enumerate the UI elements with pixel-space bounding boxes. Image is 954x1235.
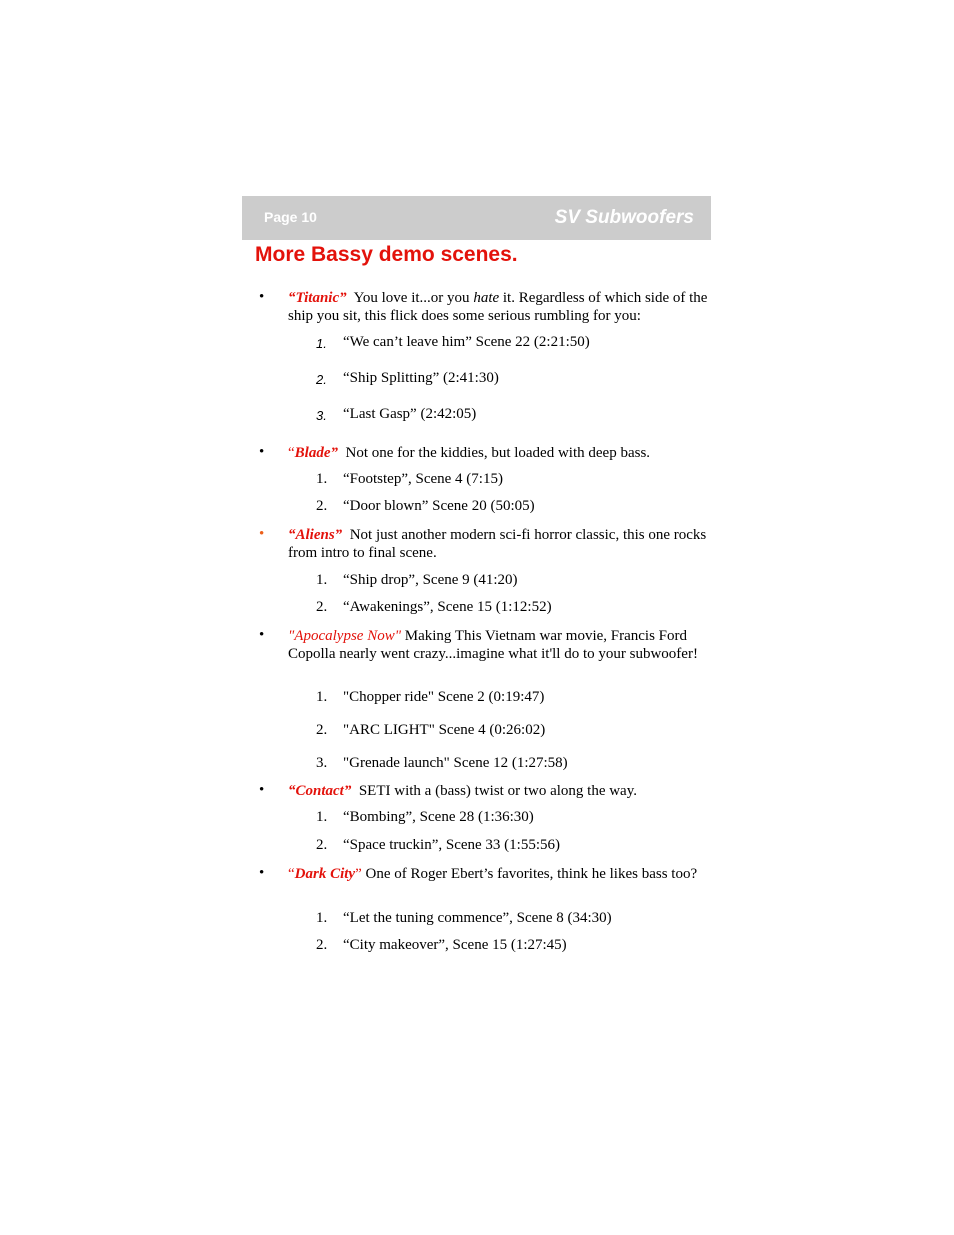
bullet: • bbox=[259, 782, 265, 798]
scene-item: “Footstep”, Scene 4 (7:15) bbox=[343, 471, 503, 487]
scene-number: 1. bbox=[316, 910, 328, 926]
scene-item: “Door blown” Scene 20 (50:05) bbox=[343, 498, 535, 514]
title-quote: ” bbox=[355, 866, 362, 882]
scene-number: 3. bbox=[316, 755, 328, 771]
movie-entry-blade bbox=[288, 444, 708, 462]
scene-item: "ARC LIGHT" Scene 4 (0:26:02) bbox=[343, 722, 546, 738]
scene-item: “Ship drop”, Scene 9 (41:20) bbox=[343, 572, 518, 588]
movie-desc: SETI with a (bass) twist or two along the way. bbox=[358, 783, 637, 799]
movie-title: “Aliens” bbox=[288, 527, 343, 543]
scene-number: 1. bbox=[316, 809, 328, 825]
scene-item: “Bombing”, Scene 28 (1:36:30) bbox=[343, 809, 534, 825]
movie-desc: You love it...or you bbox=[353, 290, 474, 306]
scene-item: “Awakenings”, Scene 15 (1:12:52) bbox=[343, 599, 552, 615]
scene-item: "Grenade launch" Scene 12 (1:27:58) bbox=[343, 755, 568, 771]
scene-number: 2. bbox=[316, 837, 328, 853]
movie-entry-contact bbox=[288, 782, 708, 800]
scene-number: 1. bbox=[316, 689, 328, 705]
scene-number: 2. bbox=[316, 372, 327, 387]
movie-desc: One of Roger Ebert’s favorites, think he likes bass too? bbox=[365, 866, 698, 882]
movie-desc: it. Regardless of which side of the ship you sit, this flick does some serious rumbling for you: bbox=[288, 290, 708, 324]
section-heading: More Bassy demo scenes. bbox=[255, 243, 518, 266]
bullet: • bbox=[259, 444, 265, 460]
scene-item: “We can’t leave him” Scene 22 (2:21:50) bbox=[343, 334, 590, 350]
movie-title: “Contact” bbox=[288, 783, 352, 799]
movie-desc: Not one for the kiddies, but loaded with deep bass. bbox=[345, 445, 651, 461]
scene-item: “Space truckin”, Scene 33 (1:55:56) bbox=[343, 837, 561, 853]
movie-title: “Titanic” bbox=[288, 290, 347, 306]
scene-item: “Last Gasp” (2:42:05) bbox=[343, 406, 477, 422]
movie-title: Dark City bbox=[294, 866, 356, 882]
scene-item: "Chopper ride" Scene 2 (0:19:47) bbox=[343, 689, 545, 705]
scene-item: “City makeover”, Scene 15 (1:27:45) bbox=[343, 937, 567, 953]
page-number: Page 10 bbox=[264, 209, 317, 225]
movie-desc: Making This Vietnam war movie, Francis Ford Copolla nearly went crazy...imagine what it'll do to your subwoofer! bbox=[288, 628, 698, 662]
scene-number: 3. bbox=[316, 408, 327, 423]
scene-item: “Let the tuning commence”, Scene 8 (34:30) bbox=[343, 910, 612, 926]
bullet: • bbox=[259, 289, 265, 305]
movie-entry-aliens bbox=[288, 526, 708, 562]
scene-number: 1. bbox=[316, 572, 328, 588]
movie-desc: Not just another modern sci-fi horror classic, this one rocks from intro to final scene. bbox=[288, 527, 707, 561]
movie-entry-dark-city bbox=[288, 865, 708, 883]
scene-number: 1. bbox=[316, 336, 327, 351]
movie-desc-emphasis: hate bbox=[473, 290, 500, 306]
bullet: • bbox=[259, 526, 265, 542]
scene-number: 2. bbox=[316, 937, 328, 953]
scene-number: 2. bbox=[316, 599, 328, 615]
scene-item: “Ship Splitting” (2:41:30) bbox=[343, 370, 499, 386]
brand-name: SV Subwoofers bbox=[554, 207, 694, 228]
movie-entry-titanic bbox=[288, 289, 708, 325]
movie-title: "Apocalypse Now" bbox=[288, 628, 401, 644]
bullet: • bbox=[259, 627, 265, 643]
scene-number: 2. bbox=[316, 498, 328, 514]
title-quote: “ bbox=[288, 445, 295, 461]
title-quote: “ bbox=[288, 866, 295, 882]
bullet: • bbox=[259, 865, 265, 881]
page-header bbox=[242, 196, 711, 240]
movie-entry-apocalypse-now bbox=[288, 627, 708, 663]
scene-number: 2. bbox=[316, 722, 328, 738]
scene-number: 1. bbox=[316, 471, 328, 487]
movie-title: Blade” bbox=[294, 445, 339, 461]
